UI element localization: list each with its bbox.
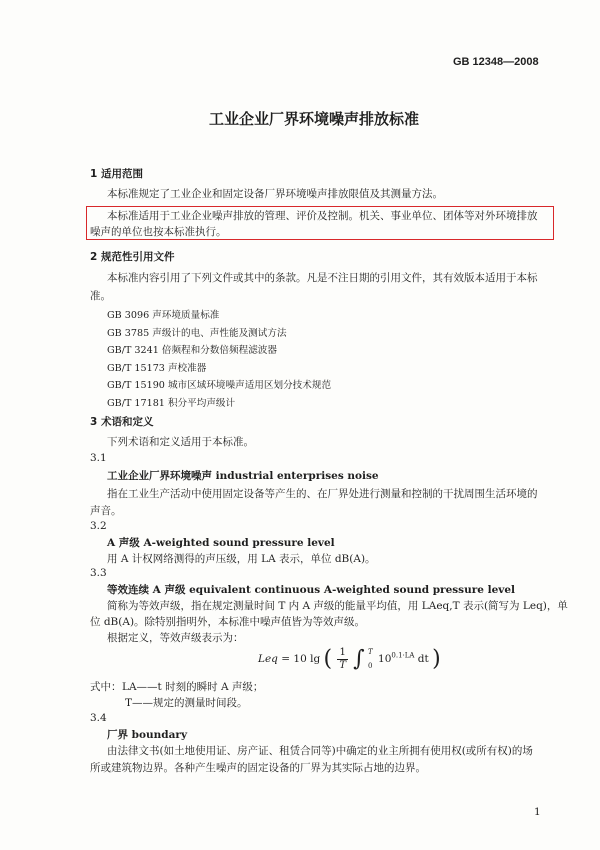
standard-code: GB 12348—2008 xyxy=(453,56,539,68)
term-3-1-def-line-1: 指在工业生产活动中使用固定设备等产生的、在厂界处进行测量和控制的干扰周围生活环境的 xyxy=(107,488,538,500)
term-3-4-title: 厂界 boundary xyxy=(107,729,188,741)
reference-item: GB 3096 声环境质量标准 xyxy=(107,310,220,321)
s2-intro-line-2: 准。 xyxy=(90,290,111,302)
term-3-3-def-line-1: 简称为等效声级，指在规定测量时间 T 内 A 声级的能量平均值，用 LAeq,T 表示(简写为 Leq)，单 xyxy=(107,600,568,612)
s1-paragraph-2-line-2: 噪声的单位也按本标准执行。 xyxy=(90,226,227,238)
reference-item: GB/T 15173 声校准器 xyxy=(107,363,207,374)
formula-exponent: 0.1·LA xyxy=(391,651,415,660)
s1-paragraph-1: 本标准规定了工业企业和固定设备厂界环境噪声排放限值及其测量方法。 xyxy=(107,188,443,200)
s3-intro: 下列术语和定义适用于本标准。 xyxy=(107,436,254,448)
formula-numerator: 1 xyxy=(339,646,346,658)
formula-dt: dt xyxy=(417,653,429,665)
formula-lower-limit: 0 xyxy=(368,662,373,670)
term-3-2-definition: 用 A 计权网络测得的声压级，用 LA 表示，单位 dB(A)。 xyxy=(107,553,376,565)
formula-upper-limit: T xyxy=(368,648,373,656)
term-3-1-number: 3.1 xyxy=(90,452,107,464)
term-3-3-def-line-2: 位 dB(A)。除特别指明外，本标准中噪声值皆为等效声级。 xyxy=(90,616,366,628)
term-3-1-title: 工业企业厂界环境噪声 industrial enterprises noise xyxy=(107,470,379,482)
s2-intro-line-1: 本标准内容引用了下列文件或其中的条款。凡是不注日期的引用文件，其有效版本适用于本标 xyxy=(107,272,538,284)
term-3-3-title: 等效连续 A 声级 equivalent continuous A-weighted sound pressure level xyxy=(107,584,516,596)
term-3-4-number: 3.4 xyxy=(90,712,107,724)
where-item-2: T——规定的测量时间段。 xyxy=(125,697,248,709)
term-3-3-def-line-3: 根据定义，等效声级表示为： xyxy=(107,632,244,644)
reference-item: GB/T 17181 积分平均声级计 xyxy=(107,398,236,409)
term-3-4-def-line-1: 由法律文书(如土地使用证、房产证、租赁合同等)中确定的业主所拥有使用权(或所有权)的场 xyxy=(107,745,533,757)
term-3-3-number: 3.3 xyxy=(90,567,107,579)
reference-item: GB 3785 声级计的电、声性能及测试方法 xyxy=(107,328,287,339)
where-label: 式中： xyxy=(90,681,122,693)
formula-lhs: Leq xyxy=(258,653,278,665)
term-3-1-def-line-2: 声音。 xyxy=(90,505,122,517)
equivalent-level-formula: Leq = 10 lg ( $\frac{1}{T}$ ∫ T 0 $10^{0.1\cdot LA}$ dt ) xyxy=(258,646,441,672)
term-3-2-title: A 声级 A-weighted sound pressure level xyxy=(107,537,335,549)
section-1-heading: 1 适用范围 xyxy=(90,168,143,180)
formula-denominator: T xyxy=(339,659,346,671)
term-3-2-number: 3.2 xyxy=(90,520,107,532)
reference-item: GB/T 3241 倍频程和分数倍频程滤波器 xyxy=(107,345,277,356)
reference-item: GB/T 15190 城市区域环境噪声适用区划分技术规范 xyxy=(107,380,332,391)
where-item-1: LA——t 时刻的瞬时 A 声级； xyxy=(122,681,264,693)
section-2-heading: 2 规范性引用文件 xyxy=(90,251,175,263)
page-title: 工业企业厂界环境噪声排放标准 xyxy=(209,110,420,128)
section-3-heading: 3 术语和定义 xyxy=(90,416,154,428)
formula-equals: = 10 lg xyxy=(281,653,321,665)
term-3-4-def-line-2: 所或建筑物边界。各种产生噪声的固定设备的厂界为其实际占地的边界。 xyxy=(90,762,426,774)
s1-paragraph-2-line-1: 本标准适用于工业企业噪声排放的管理、评价及控制。机关、事业单位、团体等对外环境排放 xyxy=(107,210,538,222)
page-number: 1 xyxy=(534,806,541,818)
formula-integrand: 10 xyxy=(378,653,392,665)
